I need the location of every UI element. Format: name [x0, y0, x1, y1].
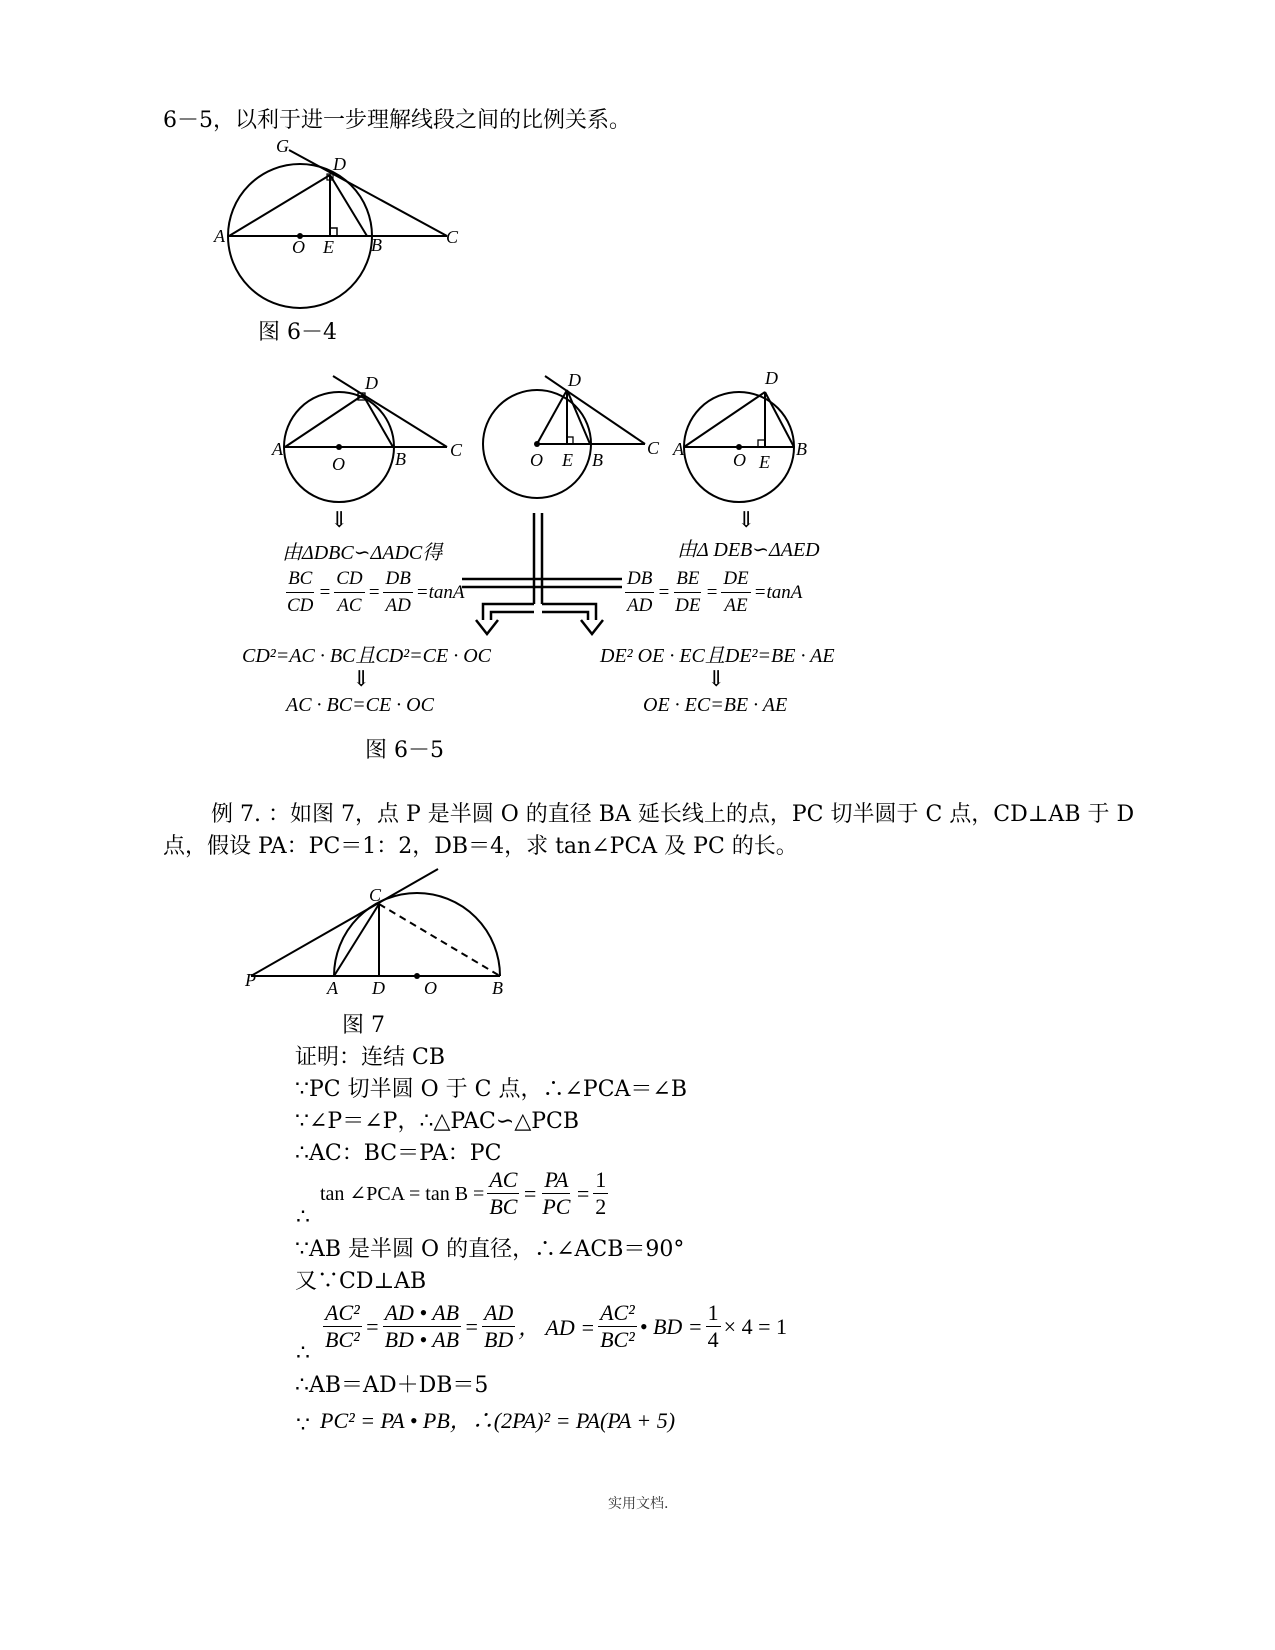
proof-line-2: ∵PC 切半圆 O 于 C 点，∴∠PCA＝∠B	[295, 1077, 688, 1102]
proof-line-4: ∴AC：BC＝PA：PC	[295, 1141, 502, 1166]
fig7-label-c: C	[369, 885, 382, 905]
fig65-c2-label-o: O	[530, 450, 543, 470]
fig65-c3-label-e: E	[759, 452, 770, 472]
fig7-label-b: B	[492, 978, 503, 998]
fig7-dashed-cb	[379, 904, 500, 976]
example7-line-1: 例 7. ：如图 7，点 P 是半圆 O 的直径 BA 延长线上的点，PC 切半圆于 C 点，CD⊥AB 于 D	[211, 802, 1135, 827]
fig65-left-result-2: AC · BC=CE · OC	[286, 694, 434, 716]
fig64-label-o: O	[292, 237, 305, 257]
proof-math-1: tan ∠PCA = tan B = $\frac{AC}{BC}$ = $\frac{PA}{PC}$ = $\frac{1}{2}$	[320, 1167, 607, 1219]
fig65-c2-label-d: D	[568, 370, 581, 390]
fig65-c3-label-o: O	[733, 450, 746, 470]
fig65-c1-label-d: D	[365, 373, 378, 393]
fig65-right-ratio: $\frac{DB}{AD}$ = $\frac{BE}{DE}$ = $\frac{DE}{AE}$ = tanA	[627, 568, 803, 616]
fig7-center-dot	[414, 973, 420, 979]
fig64-label-g: G	[276, 136, 289, 156]
fig65-c1-label-o: O	[332, 454, 345, 474]
fig65-left-result-1: CD²=AC · BC且CD²=CE · OC	[242, 645, 492, 667]
fig65-left-ratio: $\frac{BC}{CD}$ = $\frac{CD}{AC}$ = $\frac{DB}{AD}$ = tanA	[287, 568, 465, 616]
fig7-label-o: O	[424, 978, 437, 998]
fig65-arrow-right-2: ⇓	[707, 667, 726, 692]
fig7-caption: 图 7	[342, 1013, 385, 1038]
proof-line-7: ∴AB＝AD＋DB＝5	[295, 1373, 489, 1398]
fig64-label-d: D	[333, 154, 346, 174]
proof-line-6: 又∵CD⊥AB	[295, 1269, 427, 1294]
proof-because-3: ∵	[296, 1413, 310, 1438]
fig65-c3-label-a: A	[673, 439, 684, 459]
fig65-arrow-left: ⇓	[330, 508, 349, 533]
fig65-right-result-2: OE · EC=BE · AE	[643, 694, 788, 716]
fig65-arrow-right: ⇓	[737, 508, 756, 533]
fig65-c2-label-b: B	[592, 450, 603, 470]
fig65-right-result-1: DE² OE · EC且DE²=BE · AE	[600, 645, 835, 667]
proof-therefore-2: ∴	[296, 1341, 310, 1366]
fig65-arrow-left-2: ⇓	[352, 667, 371, 692]
fig7-label-a: A	[327, 978, 338, 998]
proof-line-5: ∵AB 是半圆 O 的直径，∴∠ACB＝90°	[295, 1237, 685, 1262]
fig65-c3-label-b: B	[796, 439, 807, 459]
fig64-label-c: C	[446, 227, 459, 247]
intro-sentence: 6－5，以利于进一步理解线段之间的比例关系。	[163, 108, 631, 133]
page-footer: 实用文档.	[608, 1496, 669, 1512]
proof-line-3: ∵∠P＝∠P，∴△PAC∽△PCB	[295, 1109, 580, 1134]
fig65-c3-label-d: D	[765, 368, 778, 388]
proof-math-2: $\frac{\text{AC²}}{\text{BC²}}$ = $\frac{AD • AB}{BD • AB}$ = $\frac{AD}{BD}$ ， AD = $\frac{\text{AC²}}{\text{BC²}}$ • BD = $\frac{1}{4}$ × 4 = 1	[325, 1300, 787, 1352]
fig64-caption: 图 6－4	[258, 320, 337, 345]
fig7-label-p: P	[245, 970, 256, 990]
fig65-c2-label-c: C	[647, 438, 660, 458]
proof-therefore-1: ∴	[296, 1205, 310, 1230]
fig65-caption: 图 6－5	[365, 738, 444, 763]
example7-line-2: 点，假设 PA：PC＝1：2，DB＝4，求 tan∠PCA 及 PC 的长。	[163, 834, 798, 859]
fig65-c1-label-a: A	[272, 439, 283, 459]
fig64-label-a: A	[214, 226, 225, 246]
proof-math-3: PC² = PA • PB，∴(2PA)² = PA(PA + 5)	[320, 1408, 676, 1433]
fig65-c1-label-c: C	[450, 440, 463, 460]
fig7-label-d: D	[372, 978, 385, 998]
fig65-c2-label-e: E	[562, 450, 573, 470]
fig65-c1-label-b: B	[395, 449, 406, 469]
fig64-label-b: B	[371, 235, 382, 255]
fig64-label-e: E	[323, 237, 334, 257]
proof-line-1: 证明：连结 CB	[295, 1045, 445, 1070]
fig65-right-similarity: 由Δ DEB∽ΔAED	[677, 539, 820, 561]
fig65-left-similarity: 由ΔDBC∽ΔADC得	[282, 542, 443, 564]
